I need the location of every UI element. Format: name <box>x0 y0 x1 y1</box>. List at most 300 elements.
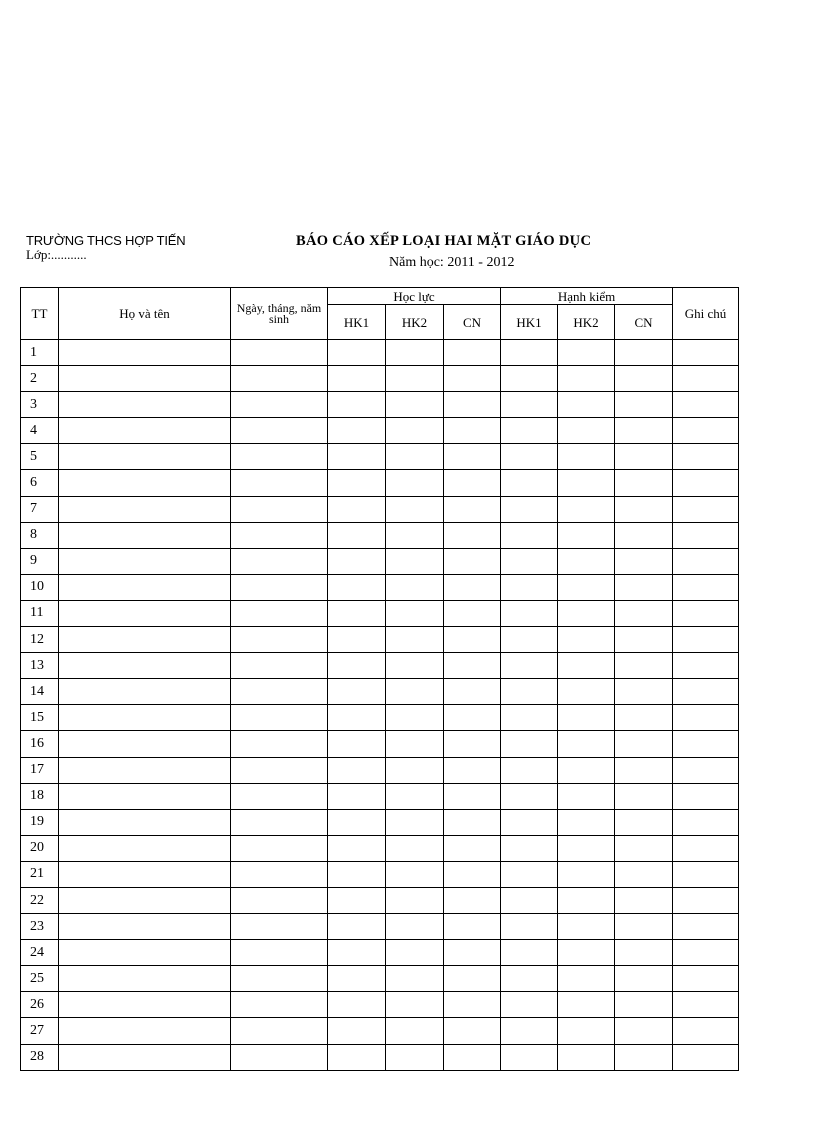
table-cell <box>444 861 501 887</box>
table-cell <box>501 679 558 705</box>
table-cell <box>501 809 558 835</box>
table-cell <box>386 966 444 992</box>
table-cell <box>59 679 231 705</box>
table-cell <box>386 1044 444 1070</box>
row-number: 11 <box>21 600 59 626</box>
table-cell <box>615 548 673 574</box>
table-cell <box>328 392 386 418</box>
row-number: 20 <box>21 835 59 861</box>
row-number: 2 <box>21 366 59 392</box>
table-cell <box>673 340 739 366</box>
table-cell <box>444 705 501 731</box>
table-cell <box>386 496 444 522</box>
group-academic-header: Học lực <box>328 288 501 305</box>
table-cell <box>615 783 673 809</box>
table-cell <box>59 783 231 809</box>
table-cell <box>328 940 386 966</box>
table-cell <box>444 940 501 966</box>
row-number: 3 <box>21 392 59 418</box>
row-number: 25 <box>21 966 59 992</box>
table-row <box>21 992 739 1018</box>
table-cell <box>444 444 501 470</box>
table-cell <box>386 444 444 470</box>
table-cell <box>673 444 739 470</box>
table-row <box>21 548 739 574</box>
table-cell <box>444 757 501 783</box>
table-cell <box>501 392 558 418</box>
table-cell <box>59 340 231 366</box>
table-cell <box>673 600 739 626</box>
table-row <box>21 940 739 966</box>
table-cell <box>444 783 501 809</box>
table-cell <box>558 444 615 470</box>
table-cell <box>501 861 558 887</box>
table-cell <box>59 914 231 940</box>
table-cell <box>558 835 615 861</box>
table-cell <box>501 1044 558 1070</box>
table-cell <box>501 966 558 992</box>
class-label: Lớp:........... <box>26 247 87 262</box>
table-cell <box>328 627 386 653</box>
table-cell <box>501 470 558 496</box>
table-cell <box>444 627 501 653</box>
col-dob-header: Ngày, tháng, năm sinh <box>231 288 328 340</box>
table-cell <box>673 705 739 731</box>
table-cell <box>231 705 328 731</box>
conduct-hk1-header: HK1 <box>501 305 558 340</box>
table-cell <box>673 627 739 653</box>
table-cell <box>615 496 673 522</box>
table-cell <box>444 887 501 913</box>
table-cell <box>501 653 558 679</box>
table-cell <box>386 887 444 913</box>
table-cell <box>59 887 231 913</box>
table-cell <box>328 705 386 731</box>
table-cell <box>444 522 501 548</box>
table-cell <box>386 992 444 1018</box>
table-cell <box>231 940 328 966</box>
table-cell <box>231 548 328 574</box>
table-cell <box>59 966 231 992</box>
table-cell <box>328 340 386 366</box>
table-row <box>21 705 739 731</box>
table-cell <box>59 496 231 522</box>
table-cell <box>59 366 231 392</box>
table-cell <box>558 522 615 548</box>
table-cell <box>501 914 558 940</box>
table-cell <box>59 418 231 444</box>
table-cell <box>231 627 328 653</box>
table-cell <box>673 1018 739 1044</box>
table-cell <box>558 418 615 444</box>
table-cell <box>673 548 739 574</box>
table-cell <box>59 653 231 679</box>
table-cell <box>501 992 558 1018</box>
table-cell <box>231 470 328 496</box>
row-number: 23 <box>21 914 59 940</box>
row-number: 8 <box>21 522 59 548</box>
table-cell <box>558 757 615 783</box>
table-cell <box>558 679 615 705</box>
table-row <box>21 757 739 783</box>
table-cell <box>615 1044 673 1070</box>
table-cell <box>328 470 386 496</box>
table-cell <box>501 522 558 548</box>
table-cell <box>558 1018 615 1044</box>
table-cell <box>231 1018 328 1044</box>
table-cell <box>615 940 673 966</box>
table-cell <box>673 731 739 757</box>
table-cell <box>558 366 615 392</box>
table-row <box>21 914 739 940</box>
table-row <box>21 809 739 835</box>
table-cell <box>615 574 673 600</box>
row-number: 24 <box>21 940 59 966</box>
table-cell <box>231 340 328 366</box>
table-cell <box>328 1018 386 1044</box>
table-cell <box>59 992 231 1018</box>
table-cell <box>444 1044 501 1070</box>
table-cell <box>386 600 444 626</box>
table-cell <box>673 992 739 1018</box>
table-cell <box>558 940 615 966</box>
table-cell <box>444 366 501 392</box>
table-cell <box>501 705 558 731</box>
table-cell <box>558 600 615 626</box>
table-cell <box>558 1044 615 1070</box>
table-cell <box>386 809 444 835</box>
table-cell <box>386 705 444 731</box>
table-cell <box>615 861 673 887</box>
col-name-header: Họ và tên <box>59 288 231 340</box>
table-cell <box>328 731 386 757</box>
table-cell <box>328 679 386 705</box>
table-cell <box>231 1044 328 1070</box>
table-cell <box>231 887 328 913</box>
table-cell <box>444 653 501 679</box>
table-cell <box>615 366 673 392</box>
table-cell <box>231 366 328 392</box>
table-cell <box>231 835 328 861</box>
table-cell <box>328 992 386 1018</box>
table-cell <box>673 470 739 496</box>
table-cell <box>328 783 386 809</box>
table-cell <box>615 809 673 835</box>
table-cell <box>558 470 615 496</box>
table-cell <box>386 835 444 861</box>
conduct-cn-header: CN <box>615 305 673 340</box>
table-cell <box>328 653 386 679</box>
table-cell <box>444 392 501 418</box>
academic-cn-header: CN <box>444 305 501 340</box>
table-cell <box>328 809 386 835</box>
table-cell <box>501 835 558 861</box>
table-cell <box>615 966 673 992</box>
table-cell <box>231 418 328 444</box>
table-cell <box>444 992 501 1018</box>
row-number: 5 <box>21 444 59 470</box>
table-cell <box>386 340 444 366</box>
table-cell <box>386 783 444 809</box>
table-cell <box>558 731 615 757</box>
table-cell <box>558 627 615 653</box>
table-cell <box>328 548 386 574</box>
table-cell <box>615 887 673 913</box>
row-number: 12 <box>21 627 59 653</box>
table-cell <box>673 966 739 992</box>
table-cell <box>558 548 615 574</box>
table-cell <box>386 1018 444 1044</box>
table-cell <box>231 809 328 835</box>
table-row <box>21 679 739 705</box>
row-number: 21 <box>21 861 59 887</box>
table-cell <box>444 809 501 835</box>
table-cell <box>386 548 444 574</box>
table-cell <box>673 496 739 522</box>
school-year: Năm học: 2011 - 2012 <box>389 255 515 270</box>
table-cell <box>231 522 328 548</box>
table-cell <box>501 600 558 626</box>
table-cell <box>386 731 444 757</box>
table-cell <box>501 783 558 809</box>
table-row <box>21 574 739 600</box>
row-number: 10 <box>21 574 59 600</box>
table-cell <box>673 653 739 679</box>
row-number: 4 <box>21 418 59 444</box>
table-cell <box>673 783 739 809</box>
table-cell <box>231 679 328 705</box>
table-cell <box>501 757 558 783</box>
table-cell <box>328 574 386 600</box>
table-cell <box>444 600 501 626</box>
row-number: 17 <box>21 757 59 783</box>
table-row <box>21 887 739 913</box>
table-cell <box>231 392 328 418</box>
table-cell <box>558 992 615 1018</box>
table-cell <box>673 757 739 783</box>
table-cell <box>328 861 386 887</box>
table-cell <box>328 914 386 940</box>
table-cell <box>673 835 739 861</box>
table-cell <box>558 861 615 887</box>
table-cell <box>673 861 739 887</box>
classification-table <box>20 287 739 1071</box>
table-cell <box>59 861 231 887</box>
table-row <box>21 418 739 444</box>
table-cell <box>59 705 231 731</box>
academic-hk2-header: HK2 <box>386 305 444 340</box>
table-cell <box>386 757 444 783</box>
table-cell <box>673 392 739 418</box>
table-cell <box>444 914 501 940</box>
table-row <box>21 966 739 992</box>
table-cell <box>444 731 501 757</box>
table-cell <box>59 757 231 783</box>
table-cell <box>328 600 386 626</box>
table-cell <box>386 418 444 444</box>
table-cell <box>444 574 501 600</box>
table-cell <box>328 418 386 444</box>
table-cell <box>558 340 615 366</box>
row-number: 6 <box>21 470 59 496</box>
table-cell <box>444 548 501 574</box>
table-cell <box>501 627 558 653</box>
table-cell <box>59 470 231 496</box>
table-cell <box>231 496 328 522</box>
col-note-header: Ghi chú <box>673 288 739 340</box>
table-row <box>21 653 739 679</box>
table-cell <box>615 522 673 548</box>
table-cell <box>558 809 615 835</box>
table-cell <box>615 627 673 653</box>
table-cell <box>615 418 673 444</box>
table-cell <box>501 574 558 600</box>
table-row <box>21 470 739 496</box>
table-cell <box>501 366 558 392</box>
table-row <box>21 835 739 861</box>
table-cell <box>386 574 444 600</box>
table-cell <box>386 940 444 966</box>
table-cell <box>673 418 739 444</box>
table-cell <box>444 1018 501 1044</box>
table-cell <box>501 548 558 574</box>
table-cell <box>615 731 673 757</box>
table-cell <box>59 731 231 757</box>
table-cell <box>231 914 328 940</box>
table-cell <box>444 340 501 366</box>
table-cell <box>444 966 501 992</box>
table-cell <box>501 887 558 913</box>
table-cell <box>558 966 615 992</box>
col-tt-header: TT <box>21 288 59 340</box>
table-cell <box>231 731 328 757</box>
table-cell <box>558 783 615 809</box>
table-cell <box>328 522 386 548</box>
table-cell <box>328 366 386 392</box>
table-cell <box>558 914 615 940</box>
table-cell <box>386 627 444 653</box>
table-cell <box>386 392 444 418</box>
row-number: 19 <box>21 809 59 835</box>
row-number: 13 <box>21 653 59 679</box>
table-cell <box>673 522 739 548</box>
table-row <box>21 366 739 392</box>
table-cell <box>328 444 386 470</box>
table-cell <box>328 496 386 522</box>
table-cell <box>673 914 739 940</box>
table-cell <box>328 835 386 861</box>
table-cell <box>59 627 231 653</box>
table-cell <box>59 1018 231 1044</box>
row-number: 1 <box>21 340 59 366</box>
table-cell <box>444 496 501 522</box>
table-cell <box>386 914 444 940</box>
table-cell <box>328 757 386 783</box>
table-cell <box>615 835 673 861</box>
table-cell <box>59 444 231 470</box>
table-row <box>21 627 739 653</box>
table-cell <box>59 809 231 835</box>
table-row <box>21 1018 739 1044</box>
table-cell <box>59 522 231 548</box>
table-cell <box>501 731 558 757</box>
academic-hk1-header: HK1 <box>328 305 386 340</box>
report-title: BÁO CÁO XẾP LOẠI HAI MẶT GIÁO DỤC <box>296 233 592 249</box>
table-cell <box>673 1044 739 1070</box>
row-number: 22 <box>21 887 59 913</box>
row-number: 27 <box>21 1018 59 1044</box>
table-cell <box>673 574 739 600</box>
table-cell <box>615 392 673 418</box>
table-row <box>21 496 739 522</box>
table-cell <box>59 574 231 600</box>
table-cell <box>558 653 615 679</box>
table-cell <box>386 861 444 887</box>
table-cell <box>444 418 501 444</box>
table-cell <box>501 444 558 470</box>
table-cell <box>615 914 673 940</box>
table-cell <box>444 835 501 861</box>
table-cell <box>231 783 328 809</box>
table-cell <box>673 366 739 392</box>
table-cell <box>328 966 386 992</box>
table-cell <box>673 940 739 966</box>
table-cell <box>615 1018 673 1044</box>
table-cell <box>558 887 615 913</box>
row-number: 28 <box>21 1044 59 1070</box>
row-number: 9 <box>21 548 59 574</box>
table-cell <box>444 679 501 705</box>
table-cell <box>59 1044 231 1070</box>
table-cell <box>231 653 328 679</box>
table-cell <box>501 418 558 444</box>
row-number: 7 <box>21 496 59 522</box>
table-cell <box>615 340 673 366</box>
table-row <box>21 340 739 366</box>
table-cell <box>501 496 558 522</box>
row-number: 15 <box>21 705 59 731</box>
table-cell <box>231 757 328 783</box>
table-cell <box>231 992 328 1018</box>
table-cell <box>615 679 673 705</box>
table-cell <box>386 679 444 705</box>
table-cell <box>615 757 673 783</box>
table-cell <box>231 574 328 600</box>
table-row <box>21 444 739 470</box>
table-cell <box>59 392 231 418</box>
table-cell <box>231 966 328 992</box>
table-row <box>21 600 739 626</box>
table-cell <box>231 600 328 626</box>
table-row <box>21 1044 739 1070</box>
table-cell <box>615 600 673 626</box>
table-cell <box>673 887 739 913</box>
table-cell <box>558 496 615 522</box>
row-number: 26 <box>21 992 59 1018</box>
table-cell <box>59 548 231 574</box>
table-cell <box>615 653 673 679</box>
table-row <box>21 522 739 548</box>
table-cell <box>501 1018 558 1044</box>
table-cell <box>59 835 231 861</box>
table-cell <box>558 392 615 418</box>
table-cell <box>673 809 739 835</box>
group-conduct-header: Hạnh kiểm <box>501 288 673 305</box>
table-cell <box>386 522 444 548</box>
table-cell <box>615 470 673 496</box>
conduct-hk2-header: HK2 <box>558 305 615 340</box>
table-cell <box>386 366 444 392</box>
